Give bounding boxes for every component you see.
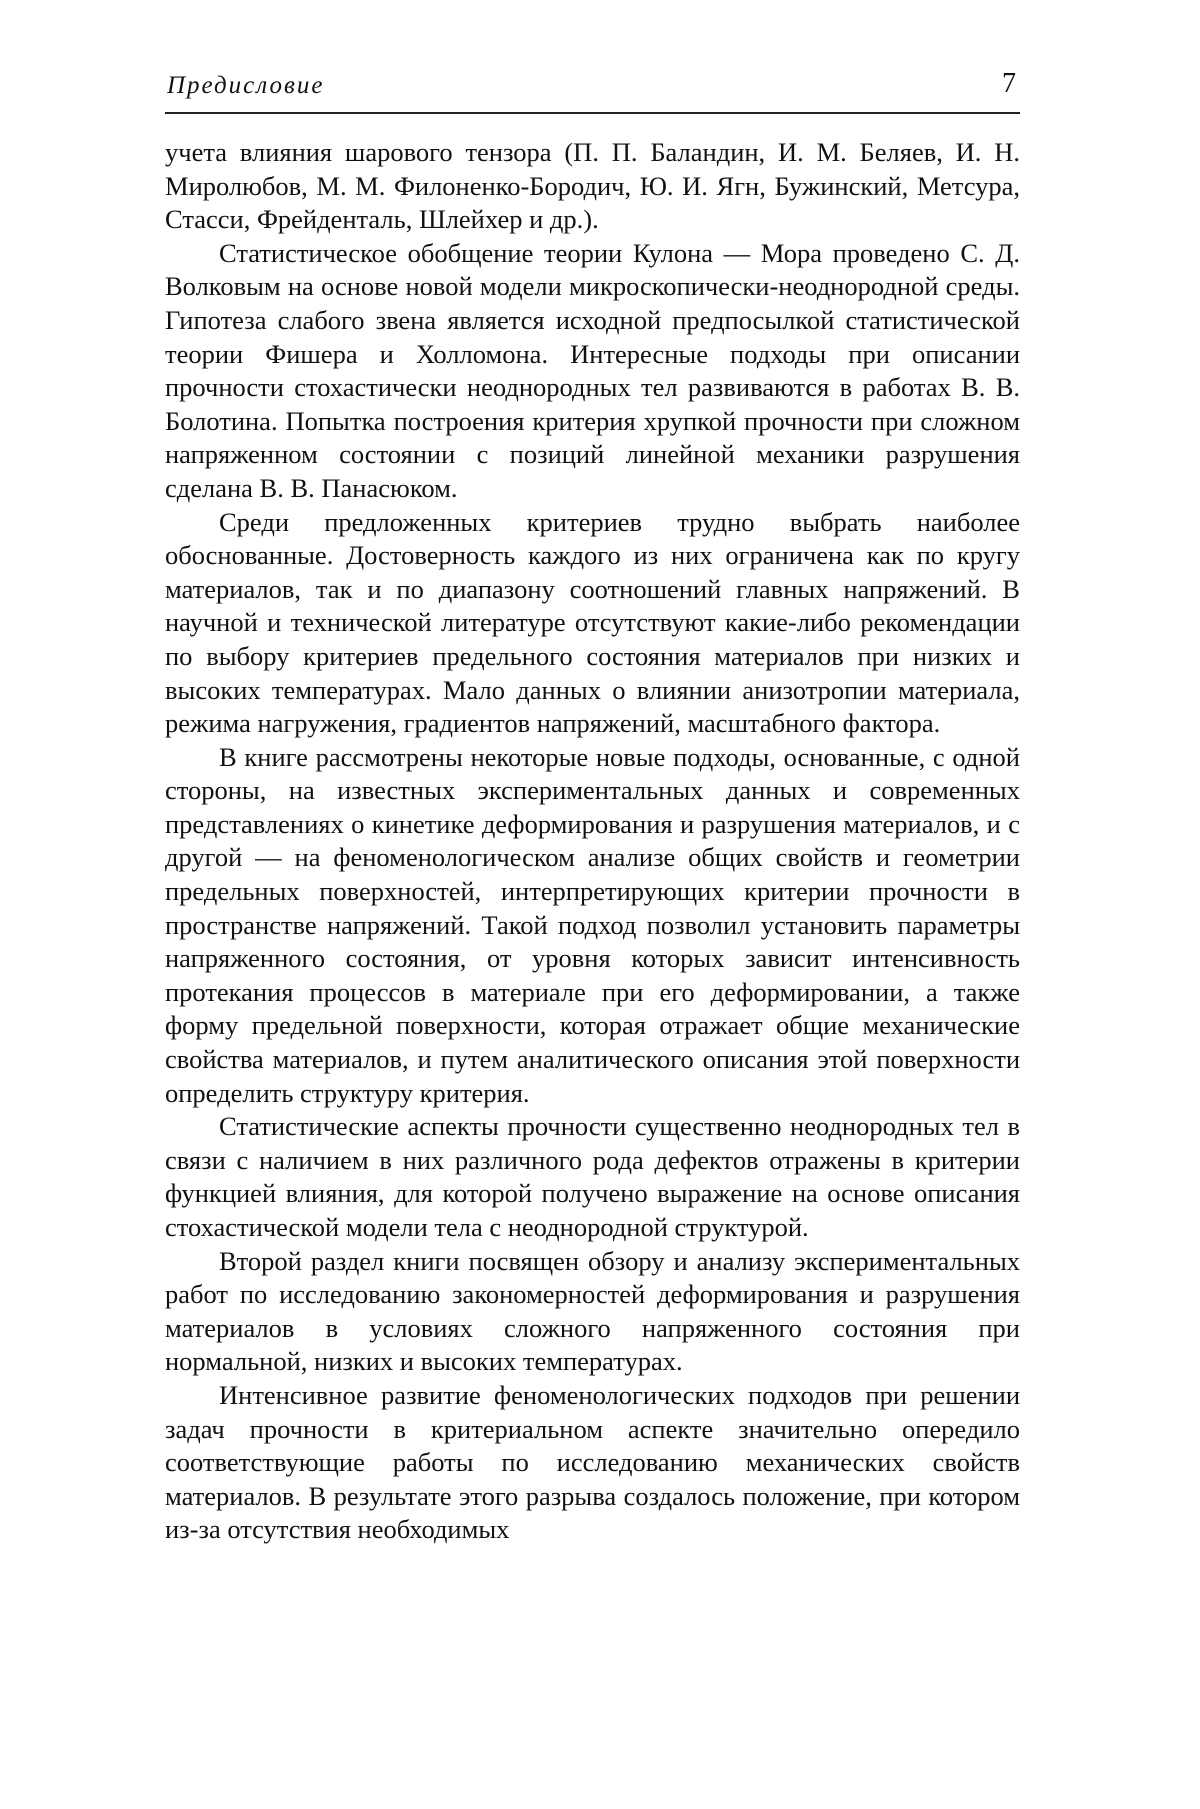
running-head [165,60,1020,114]
paragraph-3: Среди предложенных критериев трудно выбрать наиболее обоснованные. Достоверность каждого из них ограничена как по кругу материалов, так и по диапазону соотношений главных напряжений. В научной и технической литературе отсутствуют какие-либо рекомендации по выбору критериев предельного состояния материалов при низких и высоких температурах. Мало данных о влиянии анизотропии материала, режима нагружения, градиентов напряжений, масштабного фактора. [165,506,1020,739]
paragraph-1: учета влияния шарового тензора (П. П. Баландин, И. М. Беляев, И. Н. Миролюбов, М. М. Филоненко-Бородич, Ю. И. Ягн, Бужинский, Метсура, Стасси, Фрейденталь, Шлейхер и др.). [165,137,1020,235]
paragraph-6: Второй раздел книги посвящен обзору и анализу экспериментальных работ по исследованию закономерностей деформирования и разрушения материалов в условиях сложного напряженного состояния при нормальной, низких и высоких температурах. [165,1245,1020,1377]
running-title: Предисловие [167,72,325,99]
book-page [165,60,1020,1780]
body-text [165,136,1020,1547]
page-number: 7 [1002,68,1016,99]
paragraph-7: Интенсивное развитие феноменологических подходов при решении задач прочности в критериальном аспекте значительно опередило соответствующие работы по исследованию механических свойств материалов. В результате этого разрыва создалось положение, при котором из-за отсутствия необходимых [165,1379,1020,1545]
paragraph-4: В книге рассмотрены некоторые новые подходы, основанные, с одной стороны, на известных экспериментальных данных и современных представлениях о кинетике деформирования и разрушения материалов, и с другой — на феноменологическом анализе общих свойств и геометрии предельных поверхностей, интерпретирующих критерии прочности в пространстве напряжений. Такой подход позволил установить параметры напряженного состояния, от уровня которых зависит интенсивность протекания процессов в материале при его деформировании, а также форму предельной поверхности, которая отражает общие механические свойства материалов, и путем аналитического описания этой поверхности определить структуру критерия. [165,741,1020,1108]
paragraph-5: Статистические аспекты прочности существенно неоднородных тел в связи с наличием в них различного рода дефектов отражены в критерии функцией влияния, для которой получено выражение на основе описания стохастической модели тела с неоднородной структурой. [165,1111,1020,1242]
paragraph-2: Статистическое обобщение теории Кулона — Мора проведено С. Д. Волковым на основе новой модели микроскопически-неоднородной среды. Гипотеза слабого звена является исходной предпосылкой статистической теории Фишера и Холломона. Интересные подходы при описании прочности стохастически неоднородных тел развиваются в работах В. В. Болотина. Попытка построения критерия хрупкой прочности при сложном напряженном состоянии с позиций линейной механики разрушения сделана В. В. Панасюком. [165,237,1020,503]
